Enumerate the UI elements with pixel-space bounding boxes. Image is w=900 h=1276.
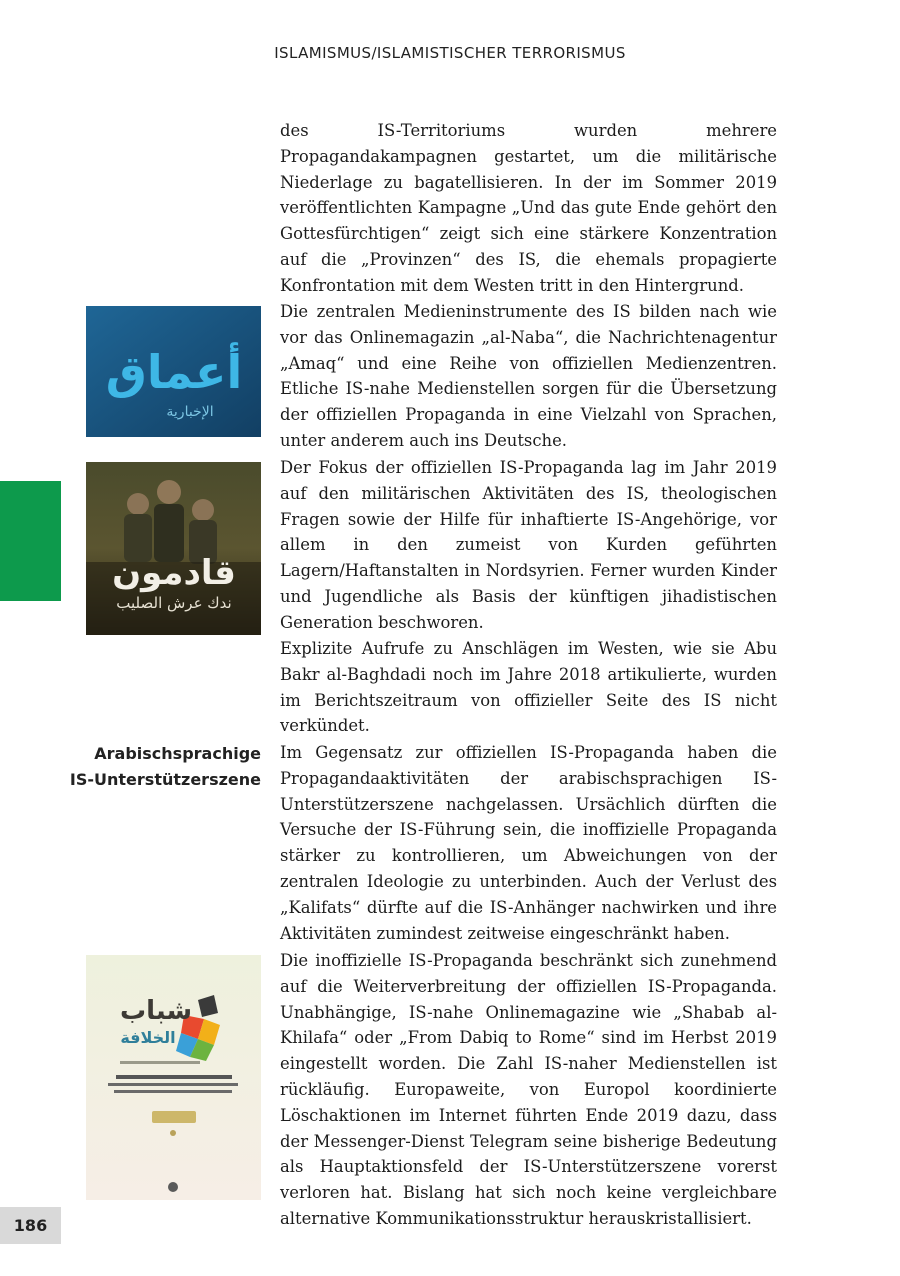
body-paragraph: Die zentralen Medieninstrumente des IS bilden nach wie vor das Onlinemagazin „al-Naba“, die Nachrichtenagentur „Amaq“ und eine Reihe von offiziellen Medienzentren. Etliche IS-nahe Medienstellen sorgen für die Übersetzung der offiziellen Propaganda in eine Vielzahl von Sprachen, unter anderem auch ins Deutsche. xyxy=(280,302,777,450)
amaq-arabic-subtitle: الإخبارية xyxy=(166,404,214,420)
amaq-arabic-title: أعماق xyxy=(105,345,243,399)
amaq-logo-image xyxy=(86,306,261,437)
body-paragraph: Im Gegensatz zur offiziellen IS-Propaganda haben die Propagandaaktivitäten der arabischsprachigen IS-Unterstützerszene nachgelassen. Ursächlich dürften die Versuche der IS-Führung sein, die inoffizielle Propaganda stärker zu kontrollieren, um Abweichungen von der zentralen Ideologie zu unterbinden. Auch der Verlust des „Kalifats“ dürfte auf die IS-Anhänger nachwirken und ihre Aktivitäten zumindest zeitweise eingeschränkt haben. xyxy=(280,743,777,943)
side-heading-line: Arabischsprachige xyxy=(94,744,261,763)
section-color-tab xyxy=(0,481,61,601)
qadimun-poster-image xyxy=(86,462,261,635)
side-heading-line: IS-Unterstützerszene xyxy=(69,770,261,789)
shabab-arabic-title: شباب xyxy=(119,996,193,1026)
qadimun-arabic-subtitle: ندك عرش الصليب xyxy=(116,594,232,612)
shabab-magazine-cover-image xyxy=(86,955,261,1200)
shabab-arabic-subtitle: الخلافة xyxy=(120,1028,176,1047)
body-paragraph: Der Fokus der offiziellen IS-Propaganda lag im Jahr 2019 auf den militärischen Aktivitäten des IS, theologischen Fragen sowie der Hilfe für inhaftierte IS-Angehörige, vor allem in den zumeist von Kurden geführten Lagern/Haftanstalten in Nordsyrien. Ferner wurden Kinder und Jugendliche als Basis der künftigen jihadistischen Generation beschworen. xyxy=(280,458,777,632)
body-paragraph: Explizite Aufrufe zu Anschlägen im Westen, wie sie Abu Bakr al-Baghdadi noch im Jahre 2018 artikulierte, wurden im Berichtszeitraum von offizieller Seite des IS nicht verkündet. xyxy=(280,639,777,736)
qadimun-arabic-title: قادمون xyxy=(112,553,236,593)
running-header: ISLAMISMUS/ISLAMISTISCHER TERRORISMUS xyxy=(274,44,626,62)
body-paragraph: des IS-Territoriums wurden mehrere Propagandakampagnen gestartet, um die militärische Niederlage zu bagatellisieren. In der im Sommer 2019 veröffentlichten Kampagne „Und das gute Ende gehört den Gottesfürchtigen“ zeigt sich eine stärkere Konzentration auf die „Provinzen“ des IS, die ehemals propagierte Konfrontation mit dem Westen tritt in den Hintergrund. xyxy=(280,121,777,295)
body-paragraph: Die inoffizielle IS-Propaganda beschränkt sich zunehmend auf die Weiterverbreitung der offiziellen IS-Propaganda. Unabhängige, IS-nahe Onlinemagazine wie „Shabab al-Khilafa“ oder „From Dabiq to Rome“ sind im Herbst 2019 eingestellt worden. Die Zahl IS-naher Medienstellen ist rückläufig. Europaweite, von Europol koordinierte Löschaktionen im Internet führten Ende 2019 dazu, dass der Messenger-Dienst Telegram seine bisherige Bedeutung als Hauptaktionsfeld der IS-Unterstützerszene vorerst verloren hat. Bislang hat sich noch keine vergleichbare alternative Kommunikationsstruktur herauskristallisiert. xyxy=(280,951,777,1228)
page-number: 186 xyxy=(0,1207,61,1244)
side-heading xyxy=(61,741,261,793)
